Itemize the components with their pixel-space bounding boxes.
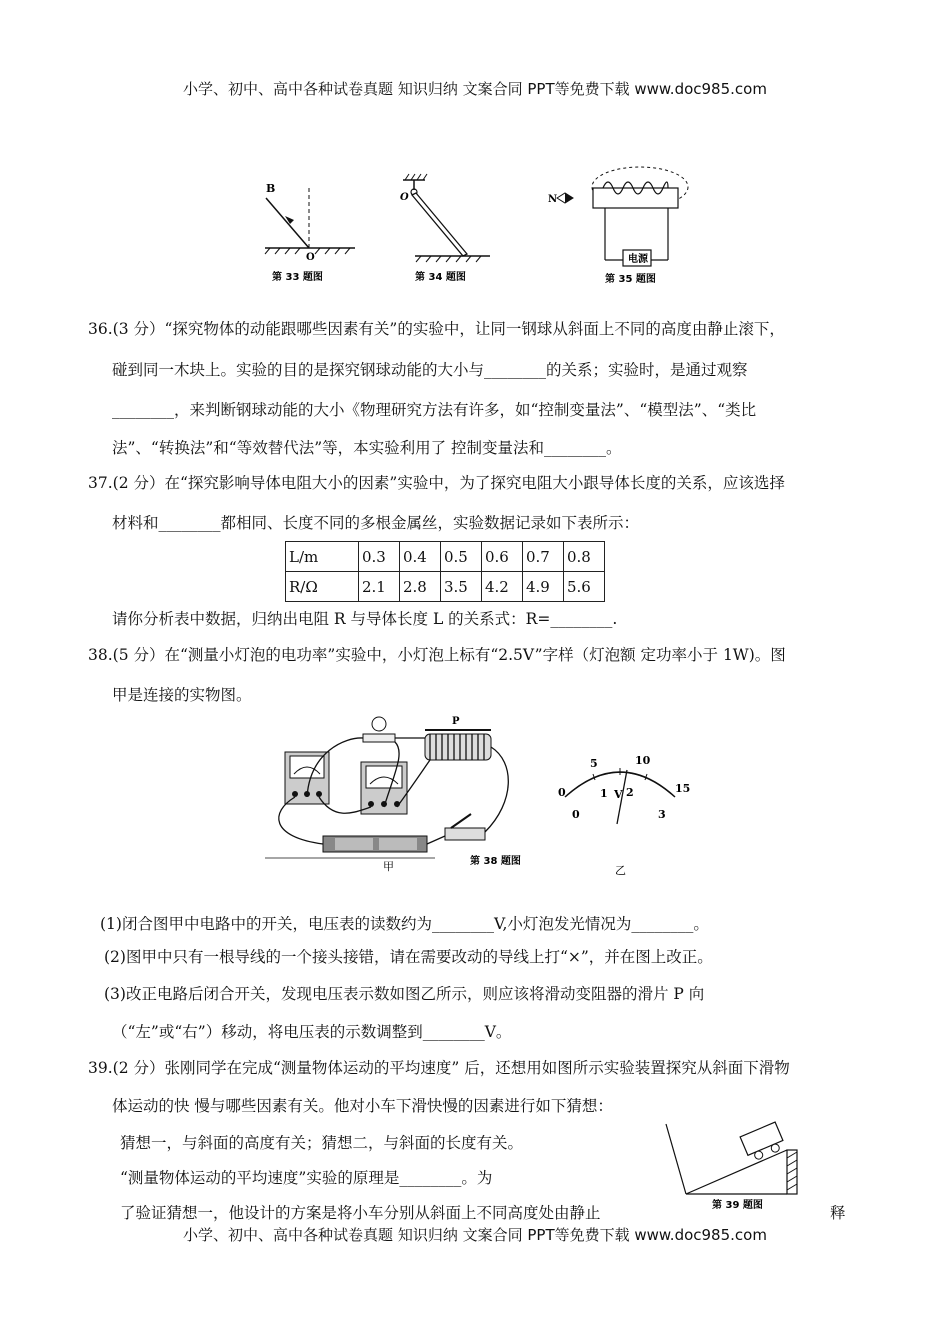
q38-sub-1: (1)闭合图甲中电路中的开关，电压表的读数约为________V,小灯泡发光情况为________。 [100,915,709,933]
table-cell: 2.1 [359,572,400,602]
f39-caption: 第 39 题图 [712,1200,763,1211]
f38-label-yi: 乙 [615,864,626,877]
f33-label-o: O [306,252,315,263]
table-cell: 2.8 [400,572,441,602]
table-cell: L/m [286,542,359,572]
page-header: 小学、初中、高中各种试卷真题 知识归纳 文案合同 PPT等免费下载 www.doc985.com [183,80,767,98]
q39-line-1: 39.(2 分）张刚同学在完成“测量物体运动的平均速度” 后，还想用如图所示实验装置探究从斜面下滑物 [88,1059,790,1077]
q37-line-2: 材料和________都相同、长度不同的多根金属丝，实验数据记录如下表所示： [112,514,640,532]
f38-label-p: P [452,716,460,727]
figure-39 [662,1112,807,1212]
table-cell: 0.7 [523,542,564,572]
q39-line-4: “测量物体运动的平均速度”实验的原理是________。为 [120,1169,493,1187]
q37-line-3: 请你分析表中数据，归纳出电阻 R 与导体长度 L 的关系式：R=________. [112,610,618,628]
table-cell: 0.8 [564,542,605,572]
f38-tick-top-1: 5 [590,757,598,770]
f38-unit-label: V [614,788,623,801]
q39-line-5-end: 释 [830,1204,846,1222]
q36-line-3: ________，来判断钢球动能的大小《物理研究方法有许多，如“控制变量法”、“模型法”、“类比 [112,401,757,419]
f38-tick-top-3: 15 [675,782,691,795]
figure-38-circuit [265,712,545,877]
table-cell: 3.5 [441,572,482,602]
f38-tick-bottom-0: 0 [572,808,580,821]
f38-label-jia: 甲 [383,860,394,873]
figure-35 [545,160,695,288]
q37-line-1: 37.(2 分）在“探究影响导体电阻大小的因素”实验中，为了探究电阻大小跟导体长度的关系，应该选择 [88,474,785,492]
f38-tick-bottom-3: 3 [658,808,666,821]
figure-33 [250,178,360,288]
f38-tick-bottom-1: 1 [600,787,608,800]
figure-34 [395,170,495,288]
table-cell: 4.9 [523,572,564,602]
f34-caption: 第 34 题图 [415,272,466,283]
table-cell: 0.6 [482,542,523,572]
f38-tick-top-2: 10 [635,754,651,767]
table-row [286,542,605,572]
table-cell: R/Ω [286,572,359,602]
q36-line-2: 碰到同一木块上。实验的目的是探究钢球动能的大小与________的关系；实验时，是通过观察 [112,361,748,379]
q38-line-1: 38.(5 分）在“测量小灯泡的电功率”实验中，小灯泡上标有“2.5V”字样（灯泡额 定功率小于 1W)。图 [88,646,786,664]
f35-power-label: 电源 [628,254,648,265]
f33-label-b: B [266,182,276,195]
q39-line-5: 了验证猜想一，他设计的方案是将小车分别从斜面上不同高度处由静止 [120,1204,601,1222]
page-footer: 小学、初中、高中各种试卷真题 知识归纳 文案合同 PPT等免费下载 www.doc985.com [183,1226,767,1244]
q36-line-4: 法”、“转换法”和“等效替代法”等，本实验利用了 控制变量法和________。 [112,439,622,457]
f38-tick-zero-top: 0 [558,786,566,799]
f38-tick-bottom-2: 2 [626,786,634,799]
q38-sub-4: （“左”或“右”）移动，将电压表的示数调整到________V。 [112,1023,512,1041]
f38-caption: 第 38 题图 [470,856,521,867]
f35-caption: 第 35 题图 [605,274,656,285]
q38-sub-2: (2)图甲中只有一根导线的一个接头接错，请在需要改动的导线上打“×”，并在图上改正。 [104,948,713,966]
resistance-table [285,541,605,602]
table-cell: 0.3 [359,542,400,572]
table-row [286,572,605,602]
figure-38-meter [555,752,695,877]
q39-line-2: 体运动的快 慢与哪些因素有关。他对小车下滑快慢的因素进行如下猜想： [112,1097,613,1115]
table-cell: 0.4 [400,542,441,572]
q39-line-3: 猜想一，与斜面的高度有关；猜想二，与斜面的长度有关。 [120,1134,524,1152]
table-cell: 5.6 [564,572,605,602]
q38-sub-3: (3)改正电路后闭合开关，发现电压表示数如图乙所示，则应该将滑动变阻器的滑片 P 向 [104,985,705,1003]
f34-label-o: O [400,192,409,203]
f35-label-n: N [548,194,558,205]
f33-caption: 第 33 题图 [272,272,323,283]
table-cell: 4.2 [482,572,523,602]
table-cell: 0.5 [441,542,482,572]
q38-line-2: 甲是连接的实物图。 [112,686,252,704]
q36-line-1: 36.(3 分）“探究物体的动能跟哪些因素有关”的实验中，让同一钢球从斜面上不同的高度由静止滚下， [88,320,785,338]
